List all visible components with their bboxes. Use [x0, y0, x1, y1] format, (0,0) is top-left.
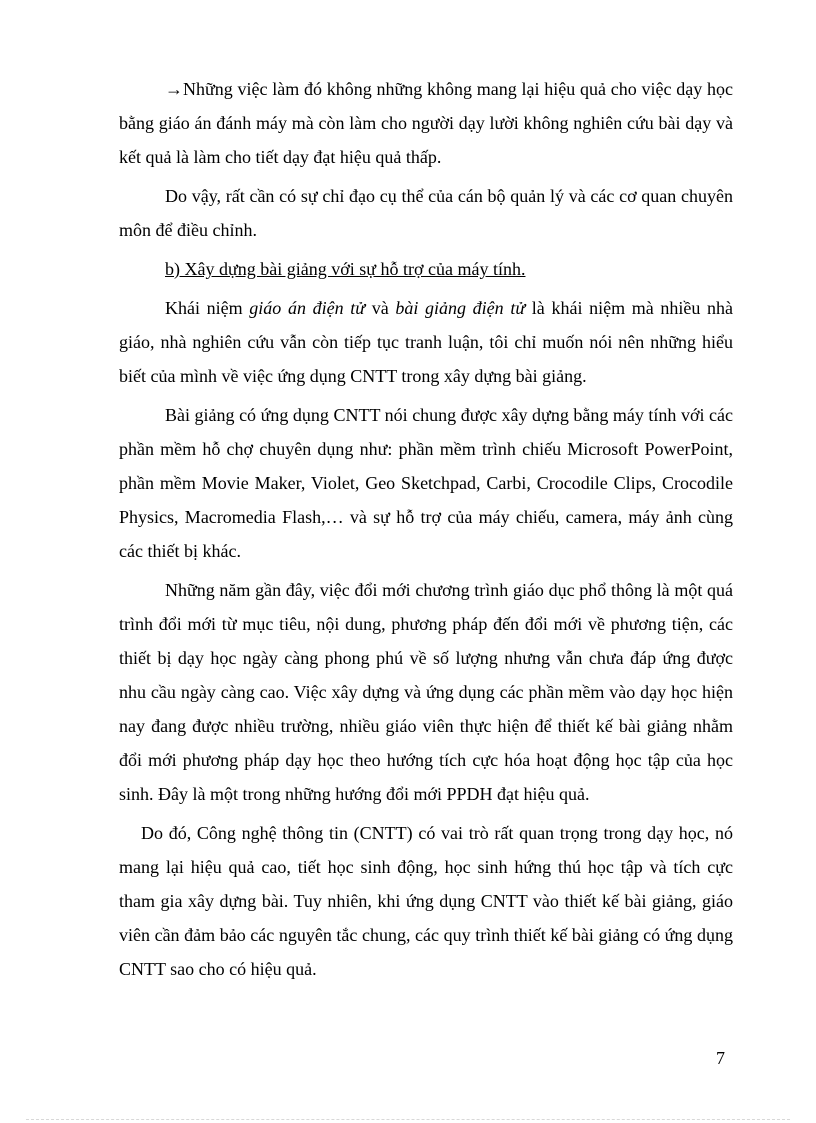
term-giao-an-dien-tu: giáo án điện tử: [249, 298, 366, 318]
paragraph-2: Do vậy, rất cần có sự chỉ đạo cụ thể của cán bộ quản lý và các cơ quan chuyên môn để điều chỉnh.: [119, 186, 733, 240]
paragraph-3-part-2: và: [365, 298, 396, 318]
page-number: 7: [716, 1048, 725, 1068]
paragraph-1: →Những việc làm đó không những không mang lại hiệu quả cho việc dạy học bằng giáo án đánh máy mà còn làm cho người dạy lười không nghiên cứu bài dạy và kết quả là làm cho tiết dạy đạt hiệu quả thấp.: [119, 79, 733, 167]
paragraph-3-part-1: Khái niệm: [165, 298, 250, 318]
page-bottom-divider: [26, 1119, 790, 1120]
document-body: [119, 72, 733, 991]
term-bai-giang-dien-tu: bài giảng điện tử: [395, 298, 526, 318]
paragraph-6: Do đó, Công nghệ thông tin (CNTT) có vai trò rất quan trọng trong dạy học, nó mang lại hiệu quả cao, tiết học sinh động, học sinh hứng thú học tập và tích cực tham gia xây dựng bài. Tuy nhiên, khi ứng dụng CNTT vào thiết kế bài giảng, giáo viên cần đảm bảo các nguyên tắc chung, các quy trình thiết kế bài giảng có ứng dụng CNTT sao cho có hiệu quả.: [119, 823, 733, 979]
section-heading: [119, 252, 733, 286]
section-heading-text: b) Xây dựng bài giảng với sự hỗ trợ của máy tính.: [165, 259, 526, 279]
paragraph-5: Những năm gần đây, việc đổi mới chương trình giáo dục phổ thông là một quá trình đổi mới từ mục tiêu, nội dung, phương pháp đến đổi mới về phương tiện, các thiết bị dạy học ngày càng phong phú về số lượng nhưng vẫn chưa đáp ứng được nhu cầu ngày càng cao. Việc xây dựng và ứng dụng các phần mềm vào dạy học hiện nay đang được nhiều trường, nhiều giáo viên thực hiện để thiết kế bài giảng nhằm đổi mới phương pháp dạy học theo hướng tích cực hóa hoạt động học tập của học sinh. Đây là một trong những hướng đổi mới PPDH đạt hiệu quả.: [119, 580, 733, 804]
paragraph-3: [119, 291, 733, 393]
paragraph-4: Bài giảng có ứng dụng CNTT nói chung được xây dựng bằng máy tính với các phần mềm hỗ chợ chuyên dụng như: phần mềm trình chiếu Microsoft PowerPoint, phần mềm Movie Maker, Violet, Geo Sketchpad, Carbi, Crocodile Clips, Crocodile Physics, Macromedia Flash,… và sự hỗ trợ của máy chiếu, camera, máy ảnh cùng các thiết bị khác.: [119, 405, 733, 561]
paragraph-3-part-3: là khái niệm mà nhiều nhà giáo, nhà nghiên cứu vẫn còn tiếp tục tranh luận, tôi chỉ muốn nói nên những hiểu biết của mình về việc ứng dụng CNTT trong xây dựng bài giảng.: [119, 298, 734, 386]
